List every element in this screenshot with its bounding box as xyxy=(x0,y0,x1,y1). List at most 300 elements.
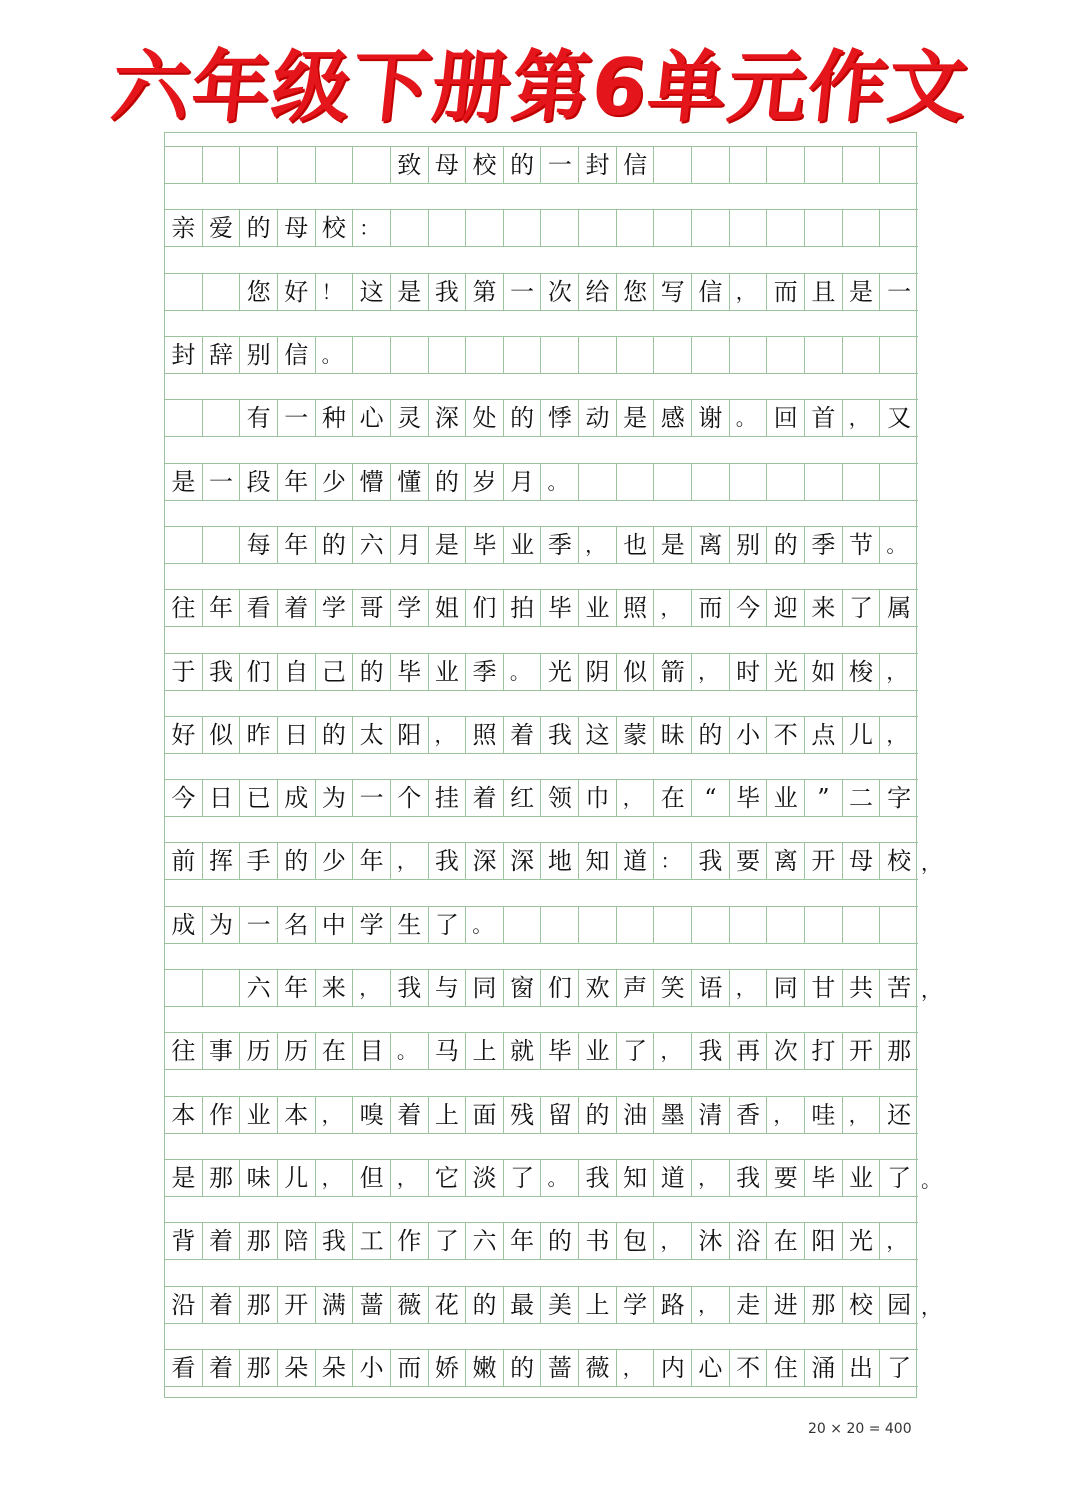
grid-cell: 那 xyxy=(805,1287,843,1323)
grid-cell: 母 xyxy=(429,147,467,183)
grid-cell: ， xyxy=(617,780,655,816)
grid-cell: 涌 xyxy=(805,1350,843,1386)
grid-cell: 的 xyxy=(767,527,805,563)
grid-cell: ， xyxy=(767,1097,805,1133)
grid-cell: 业 xyxy=(240,1097,278,1133)
grid-cell: 别 xyxy=(240,337,278,373)
grid-cell: 年 xyxy=(278,527,316,563)
grid-cell: 内 xyxy=(654,1350,692,1386)
grid-cell: 我 xyxy=(692,843,730,879)
grid-cell: 次 xyxy=(767,1033,805,1069)
grid-cell: 您 xyxy=(240,274,278,310)
grid-cell xyxy=(805,907,843,943)
grid-cell: 的 xyxy=(579,1097,617,1133)
grid-cell: 给 xyxy=(579,274,617,310)
grid-cell: 是 xyxy=(617,400,655,436)
grid-row xyxy=(165,463,918,501)
grid-cell xyxy=(843,337,881,373)
grid-cell: 来 xyxy=(805,590,843,626)
grid-cell: 园 xyxy=(887,1291,912,1319)
grid-cell xyxy=(692,907,730,943)
grid-cell xyxy=(767,337,805,373)
grid-cell xyxy=(730,210,768,246)
grid-cell: 名 xyxy=(278,907,316,943)
grid-cell xyxy=(165,147,203,183)
grid-cell xyxy=(654,147,692,183)
grid-row xyxy=(165,906,918,944)
grid-row xyxy=(165,653,918,691)
grid-cell: 学 xyxy=(316,590,354,626)
grid-cell: 那 xyxy=(203,1160,241,1196)
grid-cell: 花 xyxy=(429,1287,467,1323)
grid-cell: 打 xyxy=(805,1033,843,1069)
grid-cell: 又 xyxy=(887,404,912,432)
grid-cell: 红 xyxy=(504,780,542,816)
grid-cell: 学 xyxy=(391,590,429,626)
grid-cell xyxy=(843,464,881,500)
grid-cell: 似 xyxy=(617,654,655,690)
grid-cell xyxy=(504,210,542,246)
grid-cell: 马 xyxy=(429,1033,467,1069)
grid-cell: 前 xyxy=(165,843,203,879)
grid-cell: 共 xyxy=(843,970,881,1006)
grid-cell: 爱 xyxy=(203,210,241,246)
grid-cell: 了 xyxy=(843,590,881,626)
grid-cell: 月 xyxy=(504,464,542,500)
grid-cell: 那 xyxy=(887,1037,912,1065)
grid-cell: 了 xyxy=(429,1223,467,1259)
grid-cell: 而 xyxy=(767,274,805,310)
grid-cell xyxy=(880,337,918,373)
grid-cell: 点 xyxy=(805,717,843,753)
grid-cell: 中 xyxy=(316,907,354,943)
grid-cell: 信 xyxy=(617,147,655,183)
grid-row xyxy=(165,842,941,880)
grid-cell: 好 xyxy=(165,717,203,753)
grid-cell: 儿 xyxy=(278,1160,316,1196)
grid-cell xyxy=(843,210,881,246)
grid-cell: 娇 xyxy=(429,1350,467,1386)
grid-cell: ” xyxy=(805,780,843,816)
grid-cell: 是 xyxy=(429,527,467,563)
grid-cell: 阳 xyxy=(805,1223,843,1259)
grid-cell: 清 xyxy=(692,1097,730,1133)
grid-cell xyxy=(805,210,843,246)
grid-cell: 的 xyxy=(240,210,278,246)
grid-cell: ， xyxy=(353,970,391,1006)
grid-cell: 包 xyxy=(617,1223,655,1259)
grid-cell: 开 xyxy=(278,1287,316,1323)
grid-cell: 好 xyxy=(278,274,316,310)
grid-cell xyxy=(353,337,391,373)
grid-cell: 在 xyxy=(654,780,692,816)
grid-cell: 陪 xyxy=(278,1223,316,1259)
grid-cell: 着 xyxy=(203,1223,241,1259)
grid-cell xyxy=(767,464,805,500)
grid-cell: 这 xyxy=(579,717,617,753)
grid-cell xyxy=(767,210,805,246)
grid-cell: 工 xyxy=(353,1223,391,1259)
grid-cell: 年 xyxy=(278,464,316,500)
grid-cell: 六 xyxy=(466,1223,504,1259)
grid-cell xyxy=(579,907,617,943)
grid-cell: 我 xyxy=(203,654,241,690)
grid-cell: 油 xyxy=(617,1097,655,1133)
grid-cell xyxy=(466,337,504,373)
grid-cell: ， xyxy=(391,1160,429,1196)
grid-cell: 了 xyxy=(429,907,467,943)
grid-cell: 。 xyxy=(466,907,504,943)
grid-cell: 种 xyxy=(316,400,354,436)
grid-cell: 照 xyxy=(466,717,504,753)
grid-cell: 道 xyxy=(654,1160,692,1196)
grid-cell: 灵 xyxy=(391,400,429,436)
grid-cell: ， xyxy=(617,1350,655,1386)
grid-cell: ： xyxy=(353,210,391,246)
grid-cell: 与 xyxy=(429,970,467,1006)
grid-cell: ： xyxy=(654,843,692,879)
grid-cell: 。 xyxy=(886,533,907,557)
grid-cell: 出 xyxy=(843,1350,881,1386)
grid-cell xyxy=(654,337,692,373)
grid-cell: ， xyxy=(843,1097,881,1133)
grid-cell: 们 xyxy=(542,970,580,1006)
grid-row xyxy=(165,1032,918,1070)
grid-cell: 毕 xyxy=(805,1160,843,1196)
grid-cell xyxy=(579,464,617,500)
grid-row xyxy=(165,1349,918,1387)
grid-cell xyxy=(654,210,692,246)
grid-cell: 不 xyxy=(730,1350,768,1386)
grid-cell: 信 xyxy=(692,274,730,310)
grid-cell: ， xyxy=(316,1097,354,1133)
grid-cell: 薇 xyxy=(391,1287,429,1323)
grid-cell xyxy=(880,907,918,943)
grid-cell xyxy=(165,527,203,563)
grid-cell: 于 xyxy=(165,654,203,690)
grid-cell: 着 xyxy=(278,590,316,626)
grid-cell: ， xyxy=(654,1033,692,1069)
grid-cell: 信 xyxy=(278,337,316,373)
grid-cell: 而 xyxy=(391,1350,429,1386)
grid-cell: 我 xyxy=(692,1033,730,1069)
grid-cell: 毕 xyxy=(542,1033,580,1069)
grid-cell: 上 xyxy=(466,1033,504,1069)
grid-cell xyxy=(692,147,730,183)
grid-row xyxy=(165,779,918,817)
grid-cell: 作 xyxy=(203,1097,241,1133)
grid-cell: 年 xyxy=(504,1223,542,1259)
grid-cell: 季 xyxy=(542,527,580,563)
overflow-punctuation: 。 xyxy=(921,1168,941,1192)
grid-cell xyxy=(391,337,429,373)
grid-row xyxy=(165,336,918,374)
grid-cell: 本 xyxy=(278,1097,316,1133)
grid-cell: 儿 xyxy=(843,717,881,753)
grid-cell: 的 xyxy=(429,464,467,500)
grid-cell: 母 xyxy=(278,210,316,246)
grid-cell: 今 xyxy=(165,780,203,816)
grid-cell: 残 xyxy=(504,1097,542,1133)
grid-cell: 沿 xyxy=(165,1287,203,1323)
grid-cell: 那 xyxy=(240,1287,278,1323)
grid-cell: 了 xyxy=(617,1033,655,1069)
grid-cell xyxy=(165,274,203,310)
grid-cell: 是 xyxy=(391,274,429,310)
grid-cell: 味 xyxy=(240,1160,278,1196)
grid-cell: 且 xyxy=(805,274,843,310)
grid-cell: 哥 xyxy=(353,590,391,626)
grid-cell: 个 xyxy=(391,780,429,816)
grid-spec-label: 20 × 20 = 400 xyxy=(808,1421,912,1437)
grid-cell: 目 xyxy=(353,1033,391,1069)
grid-cell: 校 xyxy=(887,847,912,875)
grid-cell: 迎 xyxy=(767,590,805,626)
grid-cell: 不 xyxy=(767,717,805,753)
grid-cell: 地 xyxy=(542,843,580,879)
grid-cell xyxy=(880,147,918,183)
grid-cell: 走 xyxy=(730,1287,768,1323)
grid-cell: 辞 xyxy=(203,337,241,373)
grid-cell: 了 xyxy=(887,1164,912,1192)
grid-cell: 小 xyxy=(353,1350,391,1386)
grid-cell: 己 xyxy=(316,654,354,690)
grid-cell xyxy=(391,210,429,246)
grid-cell: 业 xyxy=(579,590,617,626)
grid-cell: 已 xyxy=(240,780,278,816)
grid-cell: 但 xyxy=(353,1160,391,1196)
grid-cell xyxy=(504,907,542,943)
grid-cell: 光 xyxy=(843,1223,881,1259)
grid-cell: 的 xyxy=(466,1287,504,1323)
grid-cell: 墨 xyxy=(654,1097,692,1133)
grid-cell: 有 xyxy=(240,400,278,436)
grid-cell: 学 xyxy=(353,907,391,943)
grid-cell: 二 xyxy=(843,780,881,816)
grid-cell: 业 xyxy=(429,654,467,690)
grid-cell: 了 xyxy=(504,1160,542,1196)
grid-cell: 要 xyxy=(730,843,768,879)
grid-cell: 哇 xyxy=(805,1097,843,1133)
grid-cell: 手 xyxy=(240,843,278,879)
page-title: 六年级下册第6单元作文 xyxy=(107,43,973,133)
grid-cell: 第 xyxy=(466,274,504,310)
grid-cell: 美 xyxy=(542,1287,580,1323)
grid-cell: 昨 xyxy=(240,717,278,753)
grid-row xyxy=(165,716,918,754)
grid-paper xyxy=(164,132,941,1398)
grid-cell: 嗅 xyxy=(353,1097,391,1133)
grid-cell xyxy=(203,147,241,183)
grid-cell xyxy=(542,337,580,373)
grid-cell: 的 xyxy=(353,654,391,690)
grid-cell: 着 xyxy=(391,1097,429,1133)
grid-cell: 毕 xyxy=(730,780,768,816)
grid-cell xyxy=(240,147,278,183)
grid-cell xyxy=(542,210,580,246)
grid-cell: 今 xyxy=(730,590,768,626)
grid-cell: 校 xyxy=(316,210,354,246)
grid-cell: 窗 xyxy=(504,970,542,1006)
grid-cell: 语 xyxy=(692,970,730,1006)
grid-cell xyxy=(165,400,203,436)
grid-cell: 如 xyxy=(805,654,843,690)
grid-row xyxy=(165,1096,918,1134)
grid-cell: 毕 xyxy=(542,590,580,626)
grid-cell: 似 xyxy=(203,717,241,753)
grid-cell: 一 xyxy=(887,278,912,306)
grid-cell xyxy=(165,970,203,1006)
grid-cell: 们 xyxy=(240,654,278,690)
grid-cell: 甘 xyxy=(805,970,843,1006)
grid-cell: ， xyxy=(886,1229,907,1253)
overflow-punctuation: ， xyxy=(921,851,941,875)
grid-cell: 昧 xyxy=(654,717,692,753)
grid-cell xyxy=(692,337,730,373)
grid-cell: 心 xyxy=(692,1350,730,1386)
grid-cell: 看 xyxy=(240,590,278,626)
grid-cell: 我 xyxy=(316,1223,354,1259)
grid-cell: 季 xyxy=(466,654,504,690)
grid-cell: 校 xyxy=(466,147,504,183)
grid-cell: 就 xyxy=(504,1033,542,1069)
grid-cell xyxy=(579,210,617,246)
grid-cell: 淡 xyxy=(466,1160,504,1196)
grid-cell xyxy=(843,907,881,943)
grid-cell: 月 xyxy=(391,527,429,563)
grid-cell: 嫩 xyxy=(466,1350,504,1386)
grid-cell: 。 xyxy=(504,654,542,690)
grid-cell: 拍 xyxy=(504,590,542,626)
grid-cell: 的 xyxy=(692,717,730,753)
grid-cell: 是 xyxy=(165,1160,203,1196)
grid-cell: ， xyxy=(654,1223,692,1259)
grid-cell: 同 xyxy=(767,970,805,1006)
grid-cell: 往 xyxy=(165,1033,203,1069)
grid-cell xyxy=(767,147,805,183)
grid-cell: 了 xyxy=(887,1354,912,1382)
grid-cell xyxy=(880,210,918,246)
grid-cell: 您 xyxy=(617,274,655,310)
grid-cell: 少 xyxy=(316,464,354,500)
grid-cell: 在 xyxy=(316,1033,354,1069)
grid-cell xyxy=(429,210,467,246)
grid-cell xyxy=(730,907,768,943)
grid-cell: 的 xyxy=(542,1223,580,1259)
grid-row xyxy=(165,146,918,184)
grid-cell: 同 xyxy=(466,970,504,1006)
grid-cell: 字 xyxy=(887,784,912,812)
grid-cell: ， xyxy=(391,843,429,879)
grid-cell: 别 xyxy=(730,527,768,563)
grid-cell: 谢 xyxy=(692,400,730,436)
grid-cell: 毕 xyxy=(391,654,429,690)
grid-cell: 年 xyxy=(203,590,241,626)
grid-cell: 封 xyxy=(165,337,203,373)
grid-row xyxy=(165,209,918,247)
grid-cell: 梭 xyxy=(843,654,881,690)
grid-cell xyxy=(278,147,316,183)
grid-cell: 开 xyxy=(805,843,843,879)
grid-cell: 历 xyxy=(278,1033,316,1069)
grid-cell: 路 xyxy=(654,1287,692,1323)
grid-cell: 。 xyxy=(542,1160,580,1196)
grid-cell: 蔷 xyxy=(542,1350,580,1386)
grid-cell: 我 xyxy=(429,843,467,879)
grid-cell: 是 xyxy=(165,464,203,500)
grid-cell xyxy=(617,907,655,943)
grid-cell: 日 xyxy=(203,780,241,816)
grid-row xyxy=(165,526,918,564)
grid-cell: 还 xyxy=(887,1101,912,1129)
grid-cell: 阳 xyxy=(391,717,429,753)
grid-row xyxy=(165,273,918,311)
grid-cell: 知 xyxy=(579,843,617,879)
grid-cell: 光 xyxy=(767,654,805,690)
grid-cell xyxy=(353,147,391,183)
grid-cell: 沐 xyxy=(692,1223,730,1259)
grid-cell: 懂 xyxy=(391,464,429,500)
grid-cell: 要 xyxy=(767,1160,805,1196)
grid-cell: 处 xyxy=(466,400,504,436)
grid-cell xyxy=(617,337,655,373)
grid-cell: 看 xyxy=(165,1350,203,1386)
grid-cell: 欢 xyxy=(579,970,617,1006)
grid-cell: 回 xyxy=(767,400,805,436)
grid-cell: 。 xyxy=(316,337,354,373)
grid-cell xyxy=(203,527,241,563)
grid-cell: 业 xyxy=(579,1033,617,1069)
grid-cell: 母 xyxy=(843,843,881,879)
grid-cell: 我 xyxy=(579,1160,617,1196)
grid-cell: 着 xyxy=(504,717,542,753)
grid-cell: 深 xyxy=(466,843,504,879)
grid-cell: 心 xyxy=(353,400,391,436)
grid-cell: 业 xyxy=(504,527,542,563)
grid-cell: 挥 xyxy=(203,843,241,879)
grid-cell xyxy=(617,210,655,246)
grid-cell: 为 xyxy=(203,907,241,943)
grid-cell xyxy=(429,337,467,373)
grid-cell xyxy=(316,147,354,183)
grid-cell: ， xyxy=(692,1160,730,1196)
grid-cell: 事 xyxy=(203,1033,241,1069)
grid-cell: 学 xyxy=(617,1287,655,1323)
grid-cell: 苦 xyxy=(887,974,912,1002)
grid-row xyxy=(165,969,941,1007)
grid-cell: ， xyxy=(316,1160,354,1196)
grid-cell: 最 xyxy=(504,1287,542,1323)
grid-cell: 开 xyxy=(843,1033,881,1069)
grid-cell xyxy=(579,337,617,373)
grid-cell: 道 xyxy=(617,843,655,879)
grid-cell: 的 xyxy=(504,400,542,436)
grid-cell: 蔷 xyxy=(353,1287,391,1323)
grid-cell: 深 xyxy=(504,843,542,879)
overflow-punctuation: ， xyxy=(921,1295,941,1319)
grid-cell: 感 xyxy=(654,400,692,436)
grid-cell xyxy=(843,147,881,183)
grid-cell: 上 xyxy=(579,1287,617,1323)
grid-cell: 住 xyxy=(767,1350,805,1386)
grid-cell: 深 xyxy=(429,400,467,436)
grid-cell: 少 xyxy=(316,843,354,879)
grid-cell: 亲 xyxy=(165,210,203,246)
grid-cell xyxy=(730,147,768,183)
grid-cell: 岁 xyxy=(466,464,504,500)
grid-cell: 太 xyxy=(353,717,391,753)
grid-cell: 次 xyxy=(542,274,580,310)
